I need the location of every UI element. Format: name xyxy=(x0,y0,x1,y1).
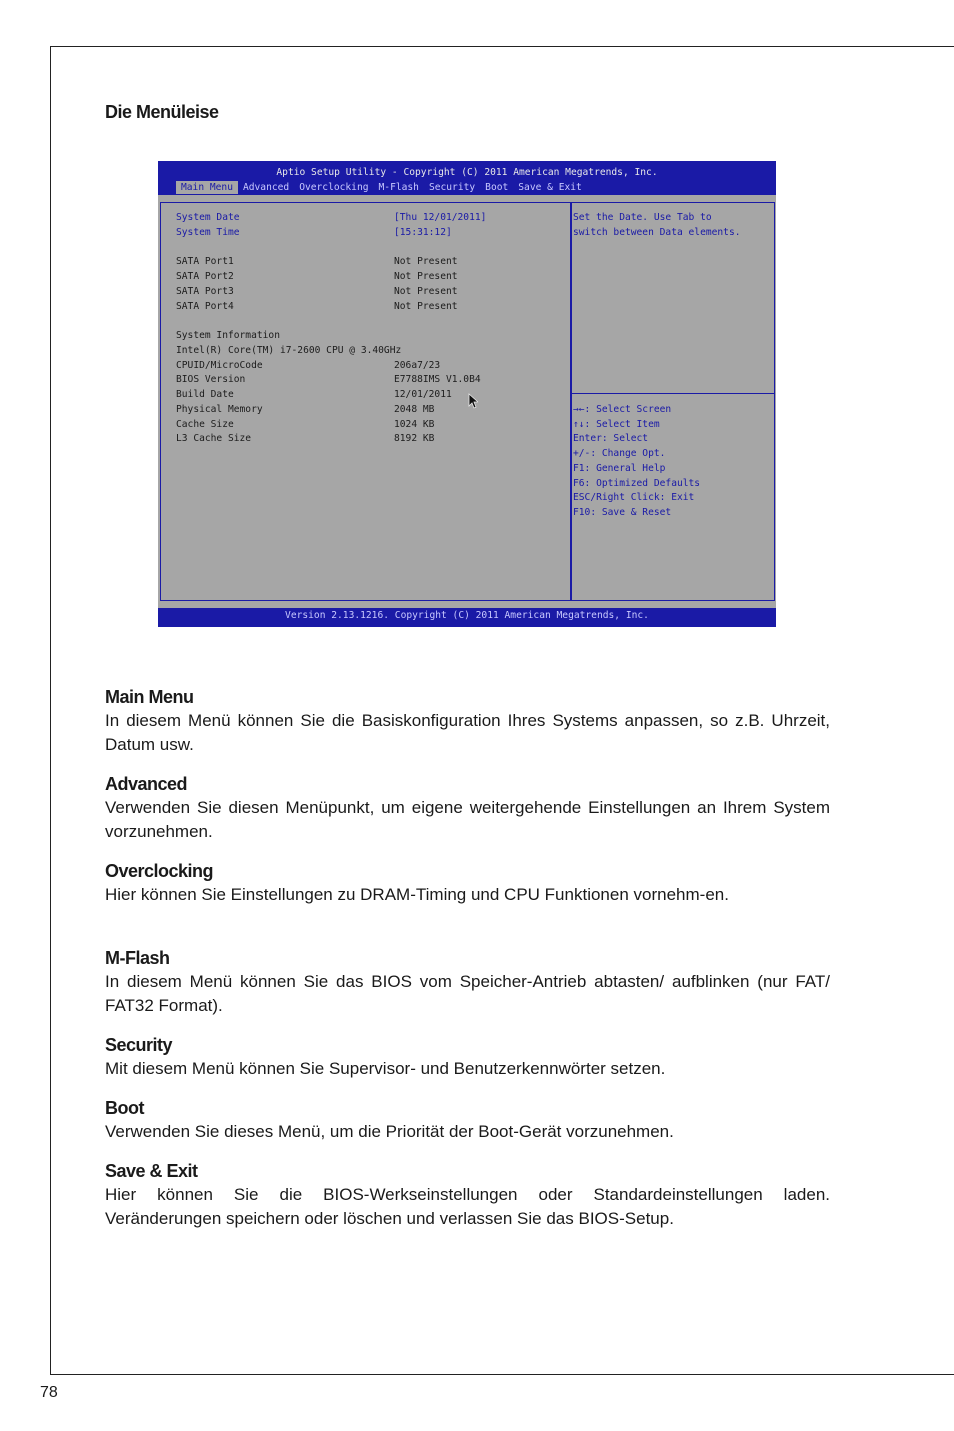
bios-title: Aptio Setup Utility - Copyright (C) 2011 American Megatrends, Inc. xyxy=(276,167,658,178)
description-overclocking xyxy=(105,859,830,907)
bios-row-cpu-name: Intel(R) Core(TM) i7-2600 CPU @ 3.40GHz xyxy=(176,345,402,356)
description-main-menu xyxy=(105,685,830,757)
bios-key-hint: F10: Save & Reset xyxy=(573,507,672,518)
bios-tab-main-menu: Main Menu xyxy=(176,181,238,194)
bios-tab-bar xyxy=(176,181,587,194)
description-text: In diesem Menü können Sie die Basiskonfiguration Ihres Systems anpassen, so z.B. Uhrzeit, Datum usw. xyxy=(105,711,830,754)
description-boot xyxy=(105,1096,830,1144)
mouse-cursor-icon xyxy=(468,393,478,409)
page-frame-bottom xyxy=(50,1374,954,1375)
bios-help-divider xyxy=(571,393,774,394)
bios-main-panel xyxy=(160,202,572,601)
description-title: Main Menu xyxy=(105,687,194,707)
description-text: Verwenden Sie dieses Menü, um die Priorität der Boot-Gerät vorzunehmen. xyxy=(105,1122,674,1141)
bios-row-cpuid: CPUID/MicroCode 206a7/23 xyxy=(176,360,441,371)
description-text: Hier können Sie Einstellungen zu DRAM-Timing und CPU Funktionen vornehm-en. xyxy=(105,885,729,904)
bios-row-system-time: System Time [15:31:12] xyxy=(176,227,452,238)
description-security xyxy=(105,1033,830,1081)
bios-footer-text: Version 2.13.1216. Copyright (C) 2011 American Megatrends, Inc. xyxy=(285,610,649,621)
bios-row-system-information: System Information xyxy=(176,330,280,341)
page-frame-left xyxy=(50,46,51,1375)
bios-key-hint: Enter: Select xyxy=(573,433,649,444)
bios-help-panel xyxy=(570,202,775,601)
bios-tab-boot: Boot xyxy=(485,182,509,193)
description-text: Hier können Sie die BIOS-Werkseinstellungen oder Standardeinstellungen laden. Veränderungen speichern oder löschen und verlassen Sie das BIOS-Setup. xyxy=(105,1185,830,1228)
bios-row-l3-cache-size: L3 Cache Size 8192 KB xyxy=(176,433,435,444)
bios-row-bios-version: BIOS Version E7788IMS V1.0B4 xyxy=(176,374,481,385)
description-title: Overclocking xyxy=(105,861,214,881)
bios-row-sata-port1: SATA Port1 Not Present xyxy=(176,256,458,267)
bios-screenshot xyxy=(158,161,776,627)
description-title: M-Flash xyxy=(105,948,170,968)
description-text: In diesem Menü können Sie das BIOS vom Speicher-Antrieb abtasten/ aufblinken (nur FAT/ FAT32 Format). xyxy=(105,972,830,1015)
bios-key-hint: →←: Select Screen xyxy=(573,404,672,415)
bios-row-sata-port4: SATA Port4 Not Present xyxy=(176,301,458,312)
section-title: Die Menüleise xyxy=(105,102,219,122)
bios-key-hint: ↑↓: Select Item xyxy=(573,419,660,430)
bios-key-hint: +/-: Change Opt. xyxy=(573,448,666,459)
description-text: Verwenden Sie diesen Menüpunkt, um eigene weitergehende Einstellungen an Ihrem System vorzunehmen. xyxy=(105,798,830,841)
bios-row-system-date: System Date [Thu 12/01/2011] xyxy=(176,212,487,223)
bios-help-text: switch between Data elements. xyxy=(573,227,741,238)
bios-tab-security: Security xyxy=(428,182,476,193)
description-title: Security xyxy=(105,1035,173,1055)
bios-row-physical-memory: Physical Memory 2048 MB xyxy=(176,404,435,415)
bios-key-hint: ESC/Right Click: Exit xyxy=(573,492,695,503)
bios-help-text: Set the Date. Use Tab to xyxy=(573,212,712,223)
description-title: Advanced xyxy=(105,774,188,794)
page-frame-top xyxy=(50,46,954,47)
bios-row-build-date: Build Date 12/01/2011 xyxy=(176,389,452,400)
description-title: Boot xyxy=(105,1098,144,1118)
bios-tab-save-exit: Save & Exit xyxy=(518,182,582,193)
description-title: Save & Exit xyxy=(105,1161,198,1181)
bios-tab-advanced: Advanced xyxy=(242,182,290,193)
page-number: 78 xyxy=(40,1384,58,1401)
bios-key-hint: F1: General Help xyxy=(573,463,666,474)
bios-footer xyxy=(158,608,776,627)
bios-row-sata-port3: SATA Port3 Not Present xyxy=(176,286,458,297)
bios-key-hint: F6: Optimized Defaults xyxy=(573,478,701,489)
bios-tab-overclocking: Overclocking xyxy=(299,182,369,193)
description-text: Mit diesem Menü können Sie Supervisor- und Benutzerkennwörter setzen. xyxy=(105,1059,666,1078)
bios-row-cache-size: Cache Size 1024 KB xyxy=(176,419,435,430)
bios-header xyxy=(158,161,776,195)
bios-tab-m-flash: M-Flash xyxy=(378,182,419,193)
description-m-flash xyxy=(105,946,830,1018)
description-advanced xyxy=(105,772,830,844)
description-save-exit xyxy=(105,1159,830,1231)
bios-row-sata-port2: SATA Port2 Not Present xyxy=(176,271,458,282)
